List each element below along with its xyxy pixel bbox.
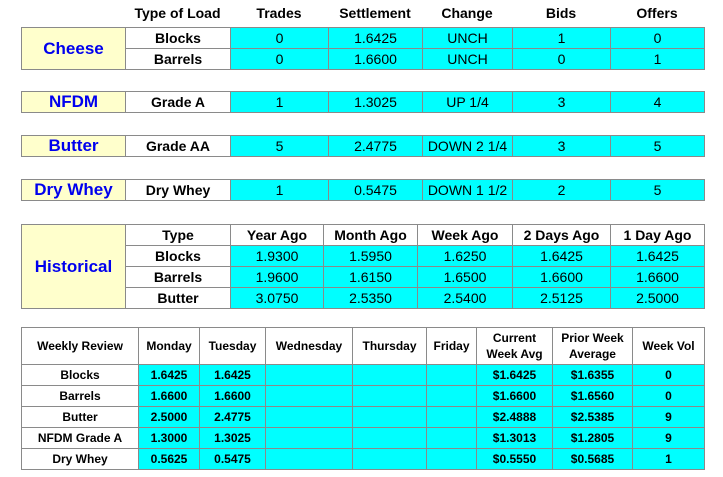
- offers-value: 4: [611, 92, 705, 113]
- cell: 9: [633, 407, 705, 428]
- cell: [427, 386, 477, 407]
- column-header: Year Ago: [231, 225, 324, 246]
- cell: 0: [633, 386, 705, 407]
- row-label: Barrels: [126, 267, 231, 288]
- nfdm-label: NFDM: [22, 92, 126, 113]
- bids-value: 1: [513, 28, 611, 49]
- cell: 2.5400: [418, 288, 513, 309]
- cell: 2.5000: [611, 288, 705, 309]
- header-trades: Trades: [256, 5, 302, 21]
- cell: [266, 449, 353, 470]
- cell: 1.6600: [513, 267, 611, 288]
- cell: 1.6425: [513, 246, 611, 267]
- row-label: Blocks: [126, 246, 231, 267]
- cell: 1.3025: [200, 428, 266, 449]
- cell: 2.4775: [200, 407, 266, 428]
- trades-value: 5: [231, 136, 329, 157]
- column-header: Week Vol: [633, 328, 705, 365]
- row-label: Barrels: [22, 386, 139, 407]
- cell: [266, 428, 353, 449]
- cell: 1.5950: [324, 246, 418, 267]
- cell: [353, 449, 427, 470]
- row-label: Blocks: [22, 365, 139, 386]
- column-header: Current Week Avg: [477, 328, 553, 365]
- offers-value: 1: [611, 49, 705, 70]
- cell: 1.6425: [139, 365, 200, 386]
- change-value: UNCH: [423, 28, 513, 49]
- historical-table: [21, 224, 705, 309]
- table-row: [22, 449, 705, 470]
- cell: $0.5685: [553, 449, 633, 470]
- cell: 1.6425: [611, 246, 705, 267]
- row-label: Butter: [126, 288, 231, 309]
- column-header: Friday: [427, 328, 477, 365]
- change-value: UNCH: [423, 49, 513, 70]
- cell: [427, 428, 477, 449]
- cell: [353, 407, 427, 428]
- change-value: DOWN 2 1/4: [423, 136, 513, 157]
- header-change: Change: [441, 5, 493, 21]
- offers-value: 5: [611, 180, 705, 201]
- cell: 1.6600: [611, 267, 705, 288]
- column-header: Wednesday: [266, 328, 353, 365]
- cell: 1.3000: [139, 428, 200, 449]
- column-header: Type: [126, 225, 231, 246]
- cell: 1.9600: [231, 267, 324, 288]
- cell: 0.5625: [139, 449, 200, 470]
- settlement-value: 1.6425: [329, 28, 423, 49]
- column-header: Weekly Review: [22, 328, 139, 365]
- row-label: Butter: [22, 407, 139, 428]
- cell: 1.6150: [324, 267, 418, 288]
- offers-value: 5: [611, 136, 705, 157]
- cell: 1.6600: [200, 386, 266, 407]
- table-row: [22, 180, 705, 201]
- drywhey-table: [21, 179, 705, 201]
- load-type: Blocks: [126, 28, 231, 49]
- cell: 2.5000: [139, 407, 200, 428]
- offers-value: 0: [611, 28, 705, 49]
- cell: 0: [633, 365, 705, 386]
- cell: [266, 386, 353, 407]
- cell: $0.5550: [477, 449, 553, 470]
- cell: [427, 365, 477, 386]
- cell: 1.6500: [418, 267, 513, 288]
- table-row: [22, 386, 705, 407]
- cell: 1.6250: [418, 246, 513, 267]
- cell: 0.5475: [200, 449, 266, 470]
- cell: $1.6425: [477, 365, 553, 386]
- cell: $1.6355: [553, 365, 633, 386]
- cheese-table: [21, 27, 705, 70]
- cell: $1.2805: [553, 428, 633, 449]
- column-header: Thursday: [353, 328, 427, 365]
- cell: $1.6560: [553, 386, 633, 407]
- cell: [427, 407, 477, 428]
- table-row: [22, 92, 705, 113]
- change-value: DOWN 1 1/2: [423, 180, 513, 201]
- table-row: [22, 407, 705, 428]
- cell: $1.6600: [477, 386, 553, 407]
- table-row: [22, 225, 705, 246]
- row-label: Dry Whey: [22, 449, 139, 470]
- cell: 2.5125: [513, 288, 611, 309]
- trades-value: 0: [231, 49, 329, 70]
- cell: 2.5350: [324, 288, 418, 309]
- cell: [266, 407, 353, 428]
- table-row: [22, 136, 705, 157]
- drywhey-label: Dry Whey: [22, 180, 126, 201]
- column-header: Month Ago: [324, 225, 418, 246]
- bids-value: 3: [513, 136, 611, 157]
- settlement-value: 1.3025: [329, 92, 423, 113]
- settlement-value: 0.5475: [329, 180, 423, 201]
- row-label: NFDM Grade A: [22, 428, 139, 449]
- column-header: Tuesday: [200, 328, 266, 365]
- butter-table: [21, 135, 705, 157]
- weekly-review-table: [21, 327, 705, 470]
- cell: [353, 428, 427, 449]
- bids-value: 2: [513, 180, 611, 201]
- cell: [353, 386, 427, 407]
- cell: 1.6425: [200, 365, 266, 386]
- cell: 1.6600: [139, 386, 200, 407]
- trades-value: 1: [231, 180, 329, 201]
- trades-value: 1: [231, 92, 329, 113]
- nfdm-table: [21, 91, 705, 113]
- table-row: [22, 328, 705, 365]
- cell: [266, 365, 353, 386]
- historical-label: Historical: [22, 225, 126, 309]
- column-header: Week Ago: [418, 225, 513, 246]
- header-type-of-load: Type of Load: [134, 5, 221, 21]
- cell: 9: [633, 428, 705, 449]
- settlement-value: 1.6600: [329, 49, 423, 70]
- column-header: 2 Days Ago: [513, 225, 611, 246]
- cell: $1.3013: [477, 428, 553, 449]
- change-value: UP 1/4: [423, 92, 513, 113]
- load-type: Grade AA: [126, 136, 231, 157]
- settlement-value: 2.4775: [329, 136, 423, 157]
- column-header: Prior Week Average: [553, 328, 633, 365]
- bids-value: 3: [513, 92, 611, 113]
- cell: 3.0750: [231, 288, 324, 309]
- load-type: Barrels: [126, 49, 231, 70]
- cell: $2.4888: [477, 407, 553, 428]
- trades-value: 0: [231, 28, 329, 49]
- butter-label: Butter: [22, 136, 126, 157]
- header-offers: Offers: [636, 5, 678, 21]
- bids-value: 0: [513, 49, 611, 70]
- cell: $2.5385: [553, 407, 633, 428]
- cheese-label: Cheese: [22, 28, 126, 70]
- cell: [427, 449, 477, 470]
- cell: 1: [633, 449, 705, 470]
- table-row: [22, 428, 705, 449]
- cell: [353, 365, 427, 386]
- table-row: [22, 365, 705, 386]
- header-bids: Bids: [545, 5, 577, 21]
- header-settlement: Settlement: [339, 5, 411, 21]
- load-type: Dry Whey: [126, 180, 231, 201]
- load-type: Grade A: [126, 92, 231, 113]
- column-header: 1 Day Ago: [611, 225, 705, 246]
- cell: 1.9300: [231, 246, 324, 267]
- column-header: Monday: [139, 328, 200, 365]
- table-row: [22, 28, 705, 49]
